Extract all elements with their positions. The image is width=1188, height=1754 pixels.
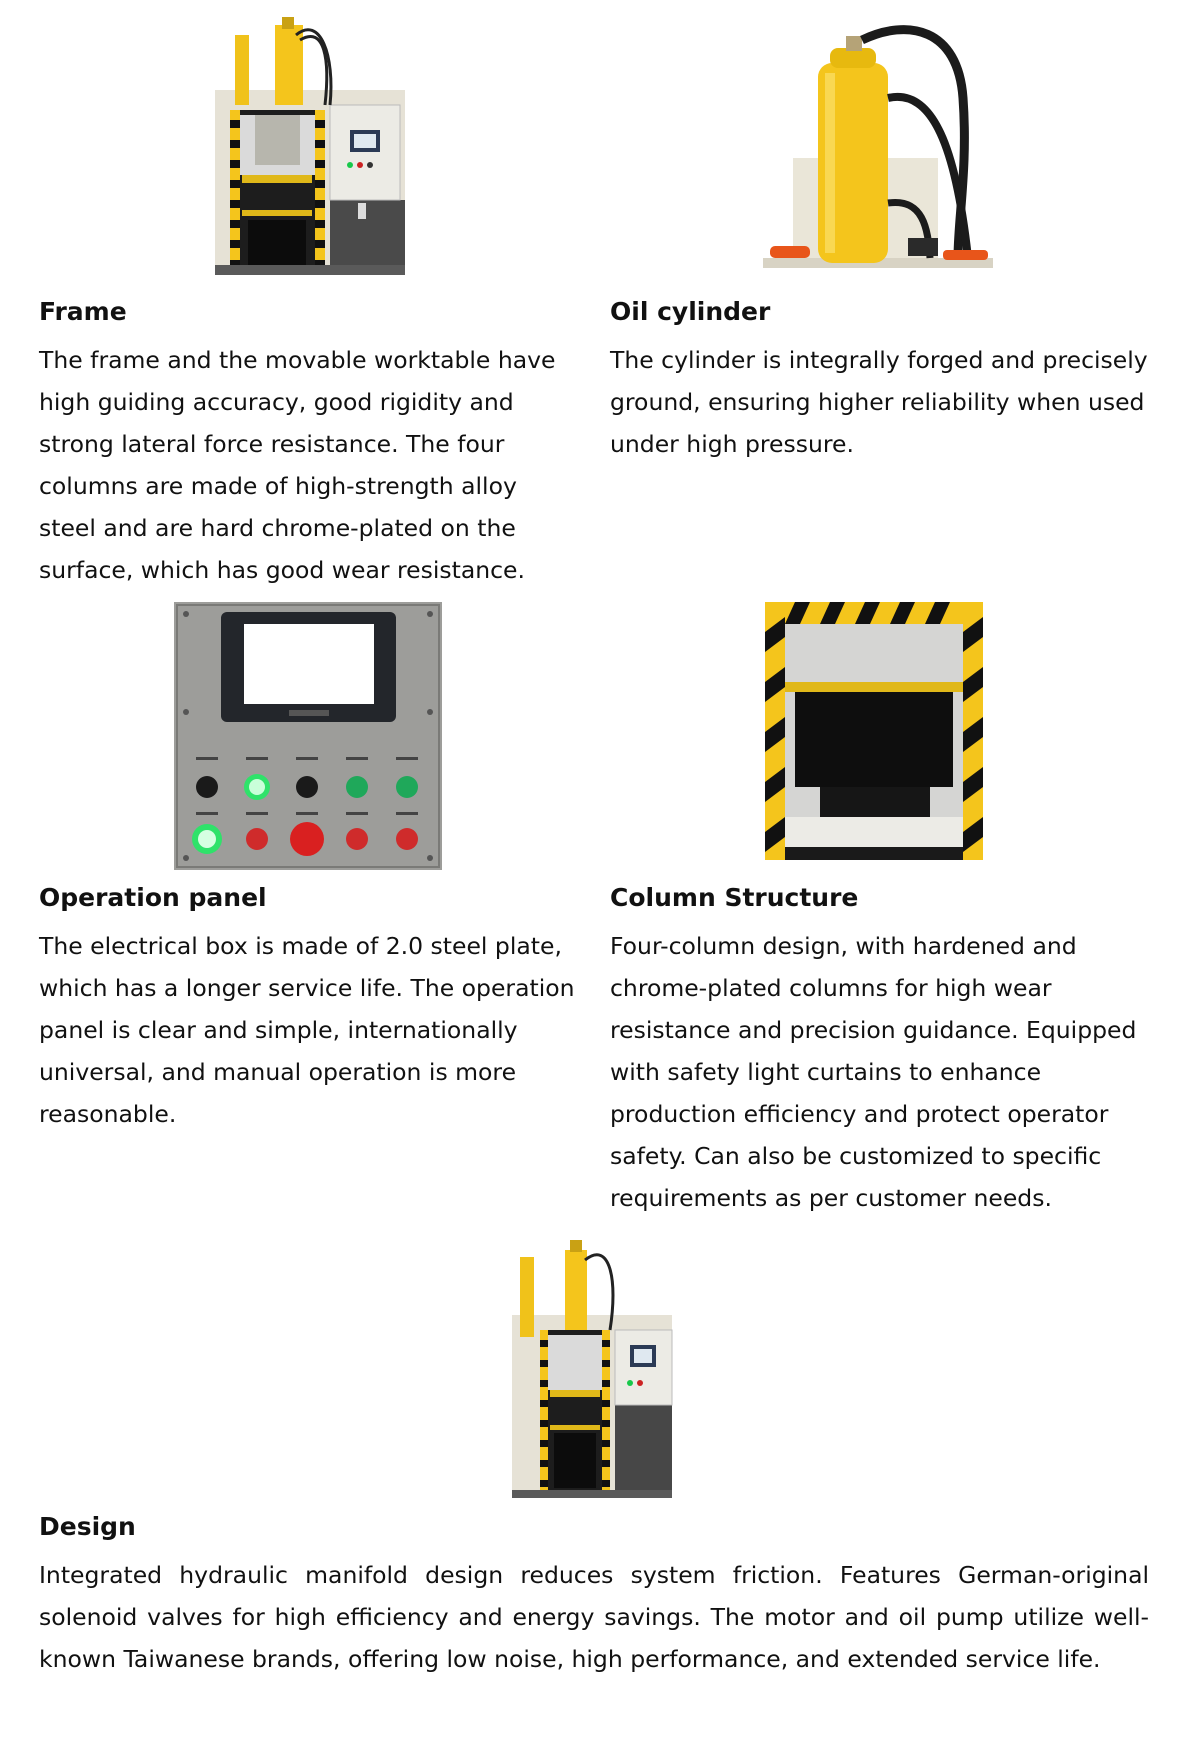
- operation-panel-text: The electrical box is made of 2.0 steel plate, which has a longer service life. The operation panel is clear and simple, internationally universal, and manual operation is more reasonable.: [39, 932, 575, 1128]
- column-structure-title: Column Structure: [610, 883, 859, 912]
- design-section: [39, 1512, 1149, 1680]
- operation-panel-image: [174, 602, 442, 870]
- column-structure-image: [765, 602, 983, 860]
- cylinder-title: Oil cylinder: [610, 297, 771, 326]
- operation-panel-section: [39, 883, 579, 1135]
- operation-panel-title: Operation panel: [39, 883, 267, 912]
- design-title: Design: [39, 1512, 136, 1541]
- frame-text: The frame and the movable worktable have high guiding accuracy, good rigidity and strong lateral force resistance. The four columns are made of high-strength alloy steel and are hard chrome-plated on the surface, which has good wear resistance.: [39, 346, 556, 584]
- design-text: Integrated hydraulic manifold design reduces system friction. Features German-original solenoid valves for high efficiency and energy savings. The motor and oil pump utilize well-known Taiwanese brands, offering low noise, high performance, and extended service life.: [39, 1561, 1149, 1673]
- frame-image: [210, 15, 405, 275]
- frame-title: Frame: [39, 297, 127, 326]
- column-structure-section: [610, 883, 1155, 1219]
- column-structure-text: Four-column design, with hardened and chrome-plated columns for high wear resistance and precision guidance. Equipped with safety light curtains to enhance production efficiency and protect operator safety. Can also be customized to specific requirements as per customer needs.: [610, 932, 1137, 1212]
- frame-section: [39, 297, 579, 591]
- cylinder-section: [610, 297, 1155, 465]
- cylinder-text: The cylinder is integrally forged and precisely ground, ensuring higher reliability when used under high pressure.: [610, 346, 1148, 458]
- cylinder-image: [758, 18, 1003, 273]
- design-image: [510, 1235, 675, 1500]
